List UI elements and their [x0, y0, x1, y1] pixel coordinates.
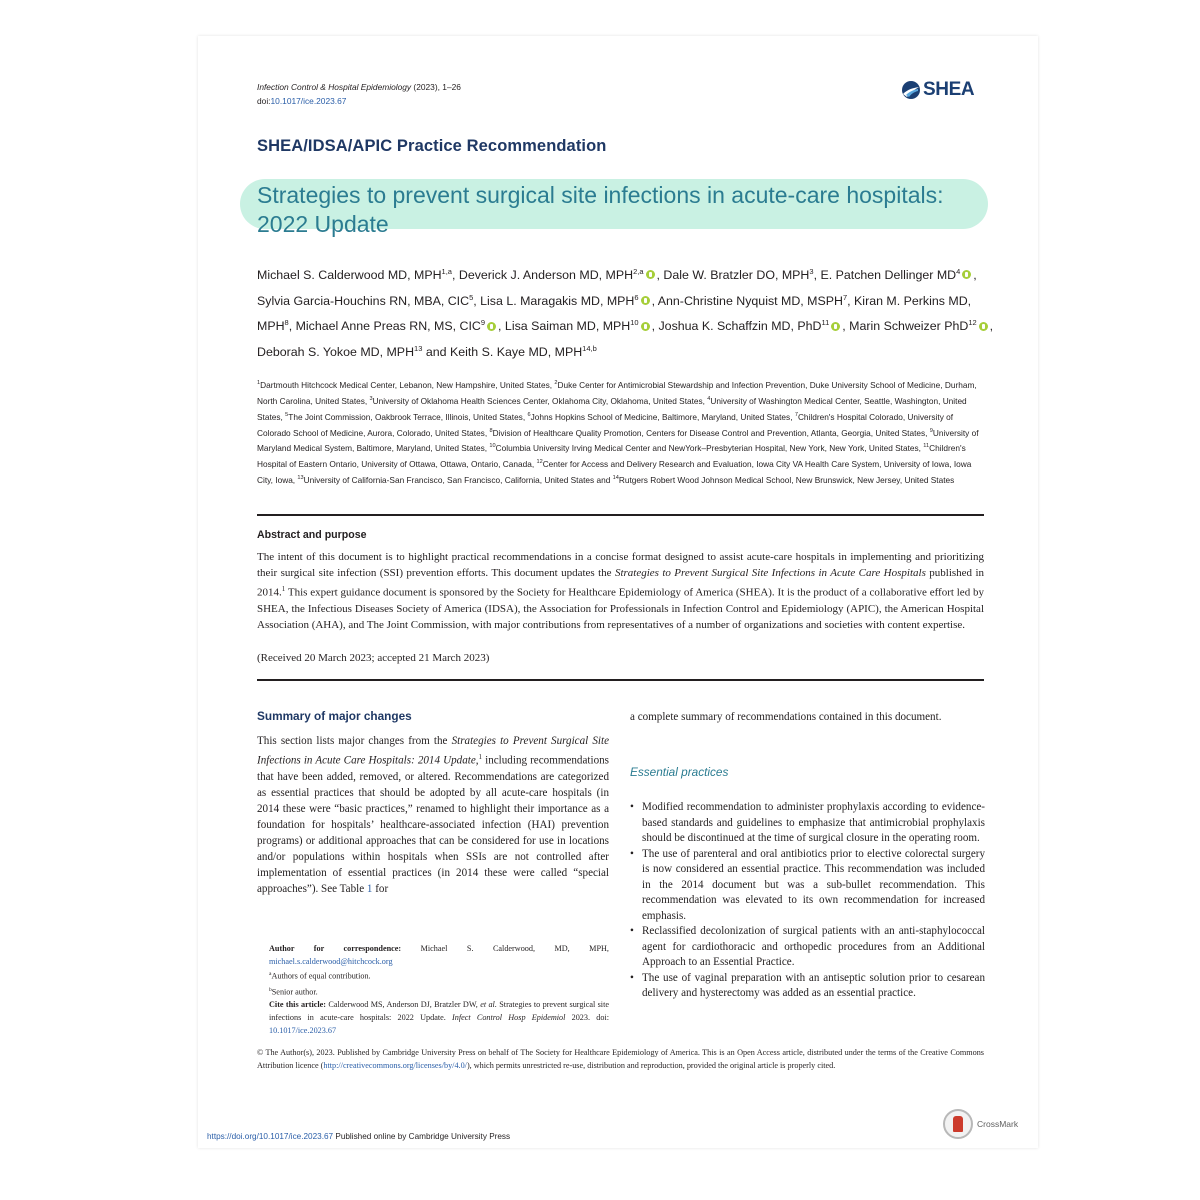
author-affiliation-marker: 3 [809, 267, 814, 276]
affiliation-number: 14 [612, 475, 619, 482]
footer-doi-link[interactable]: https://doi.org/10.1017/ice.2023.67 [207, 1132, 334, 1141]
journal-name: Infection Control & Hospital Epidemiology [257, 82, 412, 92]
affiliation-text: Johns Hopkins School of Medicine, Baltimore, Maryland, United States, [530, 411, 795, 422]
article-page [198, 36, 1038, 1148]
affiliation-number: 7 [794, 411, 798, 418]
author-affiliation-marker: 14,b [582, 343, 597, 353]
cite-doi-link[interactable]: 10.1017/ice.2023.67 [269, 1025, 337, 1035]
author-affiliation-marker: 5 [469, 292, 474, 302]
crossmark-label: CrossMark [977, 1119, 1019, 1129]
affiliation-text: Center for Access and Delivery Research and Evaluation, Iowa City VA Health Care System, University of Iowa, Iowa City, Iowa, [257, 459, 972, 485]
page-footer: https://doi.org/10.1017/ice.2023.67 Published online by Cambridge University Press [207, 1132, 511, 1141]
list-item: • Reclassified decolonization of surgical patients with an anti-staphylococcal agent for cardiothoracic and orthopedic procedures from an Additional Approach to an Essential Practice. [630, 924, 985, 971]
author-name: Joshua K. Schaffzin MD, PhD [658, 319, 822, 334]
essential-practices-heading: Essential practices [630, 765, 729, 779]
author-name: Lisa L. Maragakis MD, MPH [480, 293, 635, 308]
orcid-icon[interactable] [962, 270, 971, 279]
divider [257, 679, 984, 681]
table-1-link[interactable]: 1 [366, 882, 373, 895]
author-name: Deverick J. Anderson MD, MPH [458, 268, 634, 283]
author-name: Dale W. Bratzler DO, MPH [663, 268, 810, 283]
orcid-icon[interactable] [487, 322, 496, 331]
license-link[interactable]: http://creativecommons.org/licenses/by/4.0/ [323, 1061, 467, 1071]
affiliation-text: Children's Hospital of Eastern Ontario, University of Ottawa, Ottawa, Ontario, Canada, [257, 443, 966, 470]
affiliation-number: 5 [285, 411, 289, 418]
shea-logo [901, 79, 974, 101]
crossmark-icon [943, 1109, 973, 1139]
author-name: Deborah S. Yokoe MD, MPH [257, 345, 415, 359]
author-affiliation-marker: 6 [634, 292, 639, 302]
author-name: Michael Anne Preas RN, MS, CIC [295, 319, 481, 334]
author-affiliation-marker: 1,a [441, 267, 452, 276]
author-name: and Keith S. Kaye MD, MPH [425, 345, 583, 359]
affiliation-text: Division of Healthcare Quality Promotion, Centers for Disease Control and Prevention, Atlanta, Georgia, United States, [492, 427, 930, 438]
journal-year-pages: (2023), 1–26 [411, 82, 461, 92]
affiliation-number: 1 [257, 380, 261, 386]
affiliation-text: Columbia University Irving Medical Center and NewYork–Presbyterian Hospital, New York, New York, United States, [495, 443, 924, 454]
author-name: Kiran M. Perkins MD, MPH [257, 293, 972, 334]
affiliation-text: University of California-San Francisco, San Francisco, California, United States and [303, 474, 613, 485]
affiliations [257, 376, 985, 487]
affiliation-number: 10 [489, 443, 496, 450]
list-item: • The use of parenteral and oral antibiotics prior to elective colorectal surgery is now considered an essential practice. This recommendation was included in the 2014 document but was a sub-bullet recommendation. This recommendation was elevated to its own recommendation for increased emphasis. [630, 847, 985, 925]
orcid-icon[interactable] [641, 322, 650, 331]
affiliation-number: 13 [297, 475, 304, 482]
license-statement: © The Author(s), 2023. Published by Cambridge University Press on behalf of The Society for Healthcare Epidemiology of America. This is an Open Access article, distributed under the terms of the Creative Commons Attribution licence (http://creativecommons.org/licenses/by/4.0/), which permits unrestricted re-use, distribution and reproduction, provided the original article is properly cited. [257, 1048, 984, 1071]
affiliation-number: 9 [929, 427, 933, 434]
author-affiliation-marker: 13 [414, 343, 423, 353]
shea-logo-text: SHEA [923, 79, 975, 100]
author-affiliation-marker: 12 [968, 318, 977, 328]
affiliation-text: Rutgers Robert Wood Johnson Medical School, New Brunswick, New Jersey, United States [618, 474, 955, 485]
affiliation-number: 6 [527, 411, 531, 418]
author-affiliation-marker: 10 [630, 318, 639, 328]
author-name: Sylvia Garcia-Houchins RN, MBA, CIC [257, 293, 470, 308]
orcid-icon[interactable] [979, 322, 988, 331]
abstract-heading: Abstract and purpose [257, 529, 367, 541]
author-name: Michael S. Calderwood MD, MPH [257, 268, 442, 283]
affiliation-number: 11 [923, 443, 930, 450]
summary-heading: Summary of major changes [257, 709, 412, 723]
journal-header [257, 80, 461, 108]
affiliation-text: Dartmouth Hitchcock Medical Center, Lebanon, New Hampshire, United States, [260, 379, 555, 390]
orcid-icon[interactable] [641, 296, 650, 305]
affiliation-number: 3 [369, 395, 373, 402]
author-affiliation-marker: 7 [842, 292, 848, 302]
author-name: Marin Schweizer PhD [849, 319, 969, 334]
summary-continued: a complete summary of recommendations contained in this document. [630, 711, 942, 723]
list-item: • Modified recommendation to administer prophylaxis according to evidence-based standards and guidelines to emphasize that antimicrobial prophylaxis should be discontinued at the time of surgical closure in the operating room. [630, 800, 985, 847]
author-affiliation-marker: 4 [956, 267, 961, 276]
orcid-icon[interactable] [646, 270, 655, 279]
list-item: • The use of vaginal preparation with an antiseptic solution prior to cesarean delivery and hysterectomy was added as an essential practice. [630, 971, 985, 1002]
author-name: Lisa Saiman MD, MPH [504, 319, 631, 334]
author-name: Ann-Christine Nyquist MD, MSPH [657, 293, 843, 308]
orcid-icon[interactable] [831, 322, 840, 331]
correspondence-email-link[interactable]: michael.s.calderwood@hitchcock.org [269, 956, 393, 966]
author-affiliation-marker: 11 [821, 318, 830, 328]
affiliation-number: 4 [707, 395, 711, 402]
affiliation-number: 12 [536, 459, 543, 466]
affiliation-number: 8 [489, 427, 493, 434]
affiliation-text: University of Maryland Medical System, Baltimore, Maryland, United States, [257, 427, 979, 454]
abstract-text: The intent of this document is to highlight practical recommendations in a concise format designed to assist acute-care hospitals in implementing and prioritizing their surgical site infection (SSI) prevention efforts. This document updates the Strategies to Prevent Surgical Site Infections in Acute Care Hospitals published in 2014.$^1$ This expert guidance document is sponsored by the Society for Healthcare Epidemiology of America (SHEA). It is the product of a collaborative effort led by SHEA, the Infectious Diseases Society of America (IDSA), the Association for Professionals in Infection Control and Epidemiology (APIC), the American Hospital Association (AHA), and The Joint Commission, with major contributions from representatives of a number of organizations and societies with content expertise. [257, 551, 985, 631]
author-name: E. Patchen Dellinger MD [820, 268, 957, 283]
author-list: Michael S. Calderwood MD, MPH$^{1,a}$, Deverick J. Anderson MD, MPH$^{2,a}$ , Dale W. Bratzler DO, MPH$^3$, E. Patchen Dellinger $MD^4$ , Sylvia Garcia-Houchins RN, MBA, CIC$^5$, Lisa L. Maragakis MD, MPH$^6$ , Ann-Christine Nyquist MD, MSPH$^7$, Kiran M. Perkins MD, MPH$^8$, Michael Anne Preas RN, MS, CIC$^9$ , Lisa Saiman MD, MPH$^{10}$ , Joshua K. Schaffzin MD, PhD$^{11}$ , Marin Schweizer PhD$^{12}$ , Deborah S. Yokoe MD, MPH$^{13}$ and Keith S. Kaye MD, MPH$^{14,b}$ [257, 267, 994, 359]
summary-text: This section lists major changes from the Strategies to Prevent Surgical Site Infections in Acute Care Hospitals: 2014 Update,$^1$ including recommendations that have been added, removed, or altered. Recommendations are categorized as essential practices that should be adopted by all acute-care hospitals (in 2014 these were “basic practices,” renamed to highlight their importance as a foundation for hospitals’ healthcare-associated infection (HAI) prevention programs) or additional approaches that can be considered for use in locations and/or populations within hospitals when SSIs are not controlled after implementation of essential practices (in 2014 these were called “special approaches”). See Table 1 for [257, 735, 609, 895]
affiliation-text: Children's Hospital Colorado, University of Colorado School of Medicine, Aurora, Colorado, United States, [257, 411, 954, 438]
article-category: SHEA/IDSA/APIC Practice Recommendation [257, 137, 607, 155]
crossmark-badge[interactable] [943, 1109, 1018, 1139]
article-title: Strategies to prevent surgical site infections in acute-care hospitals: 2022 Update [257, 182, 944, 237]
affiliation-text: Duke Center for Antimicrobial Stewardship and Infection Prevention, Duke University School of Medicine, Durham, North Carolina, United States, [257, 379, 977, 406]
affiliation-text: University of Oklahoma Health Sciences Center, Oklahoma City, Oklahoma, United States, [372, 395, 708, 406]
author-affiliation-marker: 9 [480, 318, 486, 328]
affiliation-text: The Joint Commission, Oakbrook Terrace, Illinois, United States, [288, 411, 528, 422]
received-dates: (Received 20 March 2023; accepted 21 March 2023) [257, 652, 490, 664]
divider [257, 514, 984, 516]
author-affiliation-marker: 8 [284, 318, 289, 328]
affiliation-text: University of Washington Medical Center, Seattle, Washington, United States, [257, 395, 967, 422]
correspondence-block: Author for correspondence: Michael S. Calderwood, MD, MPH, michael.s.calderwood@hitchcock.org $^a$Authors of equal contribution. $^b$Senior author. Cite this article: Calderwood MS, Anderson DJ, Bratzler DW, et al. Strategies to prevent surgical site infections in acute-care hospitals: 2022 Update. Infect Control Hosp Epidemiol 2023. doi: 10.1017/ice.2023.67 [269, 944, 609, 1035]
doi-link[interactable]: 10.1017/ice.2023.67 [270, 96, 347, 106]
shea-swoosh-icon [901, 80, 921, 100]
essential-practices-list [630, 800, 985, 1002]
author-affiliation-marker: 2,a [633, 267, 644, 276]
affiliation-number: 2 [554, 380, 558, 386]
doi-prefix: doi: [257, 96, 271, 106]
